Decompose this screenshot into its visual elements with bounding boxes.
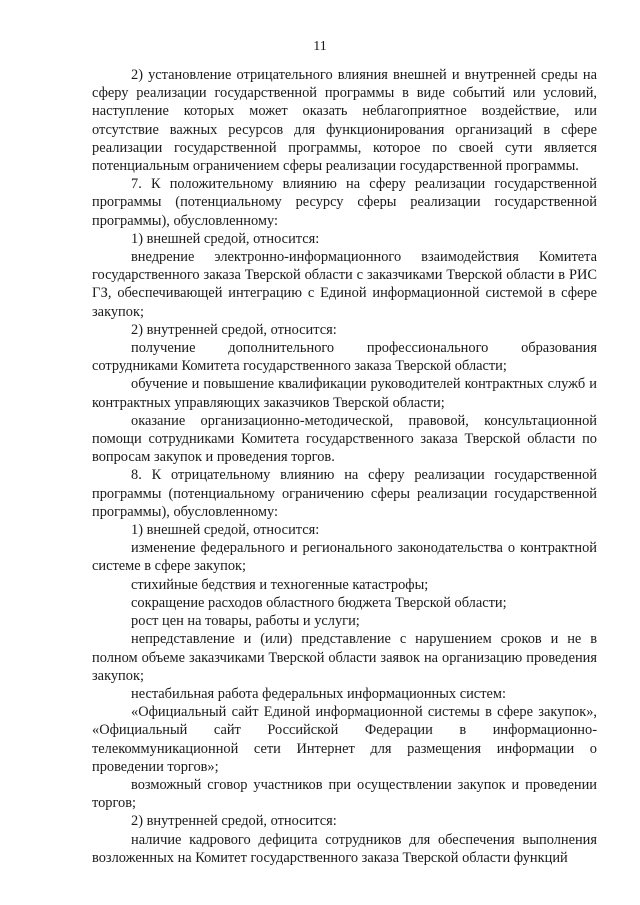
paragraph-external-environment-label: 1) внешней средой, относится: xyxy=(131,230,320,247)
paragraph-internal-environment-label: 2) внутренней средой, относится: xyxy=(131,321,337,338)
paragraph-negative-influence-definition: 2) установление отрицательного влияния внешней и внутренней среды на сферу реализации государственной программы в виде событий или условий, наступление которых может оказать неблагоприятное воздействие, или отсутствие важных ресурсов для функционирования организаций в сфере реализации государственной программы, которое по своей сути является потенциальным ограничением сферы реализации государственной программы. xyxy=(92,67,597,175)
paragraph-price-growth: рост цен на товары, работы и услуги; xyxy=(131,613,360,630)
paragraph-unstable-systems: нестабильная работа федеральных информационных систем: xyxy=(131,685,506,702)
paragraph-external-environment-label-2: 1) внешней средой, относится: xyxy=(131,522,320,539)
paragraph-official-sites: «Официальный сайт Единой информационной системы в сфере закупок», «Официальный сайт Российской Федерации в информационно-телекоммуникационной сети Интернет для размещения информации о проведении торгов»; xyxy=(92,704,597,775)
paragraph-natural-disasters: стихийные бедствия и техногенные катастрофы; xyxy=(131,576,429,593)
paragraph-section-8-heading: 8. К отрицательному влиянию на сферу реализации государственной программы (потенциальному ограничению сферы реализации государственной программы), обусловленному: xyxy=(92,467,597,520)
paragraph-budget-reduction: сокращение расходов областного бюджета Тверской области; xyxy=(131,594,507,611)
document-body xyxy=(92,66,597,867)
paragraph-internal-environment-label-2: 2) внутренней средой, относится: xyxy=(131,813,337,830)
paragraph-professional-education: получение дополнительного профессионального образования сотрудниками Комитета государственного заказа Тверской области; xyxy=(92,340,597,375)
paragraph-electronic-interaction: внедрение электронно-информационного взаимодействия Комитета государственного заказа Тверской области с заказчиками Тверской области в РИС ГЗ, обеспечивающей интеграцию с Единой информационной системой в сфере закупок; xyxy=(92,249,597,320)
page-number: 11 xyxy=(313,39,327,54)
paragraph-qualification-training: обучение и повышение квалификации руководителей контрактных служб и контрактных управляющих заказчиков Тверской области; xyxy=(92,376,597,411)
paragraph-legislation-change: изменение федерального и регионального законодательства о контрактной системе в сфере закупок; xyxy=(92,540,597,575)
paragraph-participant-collusion: возможный сговор участников при осуществлении закупок и проведении торгов; xyxy=(92,776,597,812)
paragraph-late-applications: непредставление и (или) представление с нарушением сроков и не в полном объеме заказчиками Тверской области заявок на организацию проведения закупок; xyxy=(92,631,597,684)
paragraph-methodical-assistance: оказание организационно-методической, правовой, консультационной помощи сотрудниками Комитета государственного заказа Тверской области по вопросам закупок и проведения торгов. xyxy=(92,412,597,466)
paragraph-staff-deficit: наличие кадрового дефицита сотрудников для обеспечения выполнения возложенных на Комитет государственного заказа Тверской области функций xyxy=(92,831,597,866)
paragraph-section-7-heading: 7. К положительному влиянию на сферу реализации государственной программы (потенциальному ресурсу сферы реализации государственной программы), обусловленному: xyxy=(92,176,597,229)
